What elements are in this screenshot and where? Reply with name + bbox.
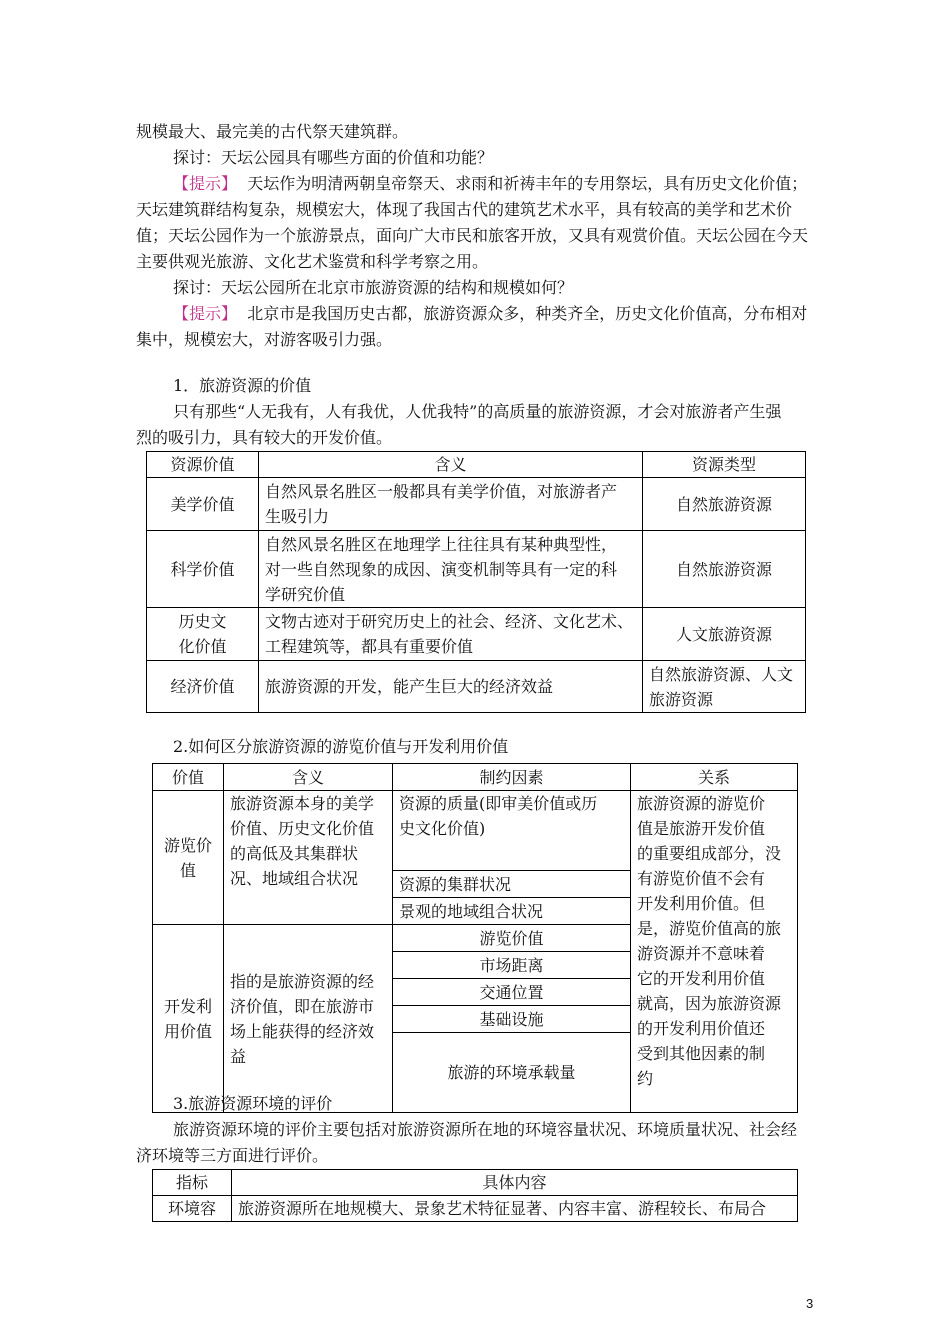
section-heading: 2.如何区分旅游资源的游览价值与开发利用价值 (173, 737, 509, 756)
table-cell: 历史文 化价值 (147, 608, 259, 661)
text-line: 北京市是我国历史古都，旅游资源众多，种类齐全，历史文化价值高，分布相对 (247, 304, 808, 323)
table-header: 价值 (153, 764, 224, 791)
section-heading: 3.旅游资源环境的评价 (173, 1094, 333, 1113)
text-line: 天坛作为明清两朝皇帝祭天、求雨和祈祷丰年的专用祭坛，具有历史文化价值； (247, 174, 808, 193)
table-cell: 自然风景名胜区在地理学上往往具有某种典型性， 对一些自然现象的成因、演变机制等具有一定的科 学研究价值 (259, 531, 643, 608)
table-cell: 旅游资源的开发，能产生巨大的经济效益 (259, 661, 643, 713)
table-cell: 经济价值 (147, 661, 259, 713)
table-cell: 旅游资源所在地规模大、景象艺术特征显著、内容丰富、游程较长、布局合 (232, 1196, 798, 1222)
table-cell: 交通位置 (393, 979, 631, 1006)
table-header: 含义 (259, 452, 643, 478)
table-row (147, 608, 806, 661)
table-header: 资源类型 (643, 452, 806, 478)
table-cell: 美学价值 (147, 478, 259, 531)
text-line: 集中，规模宏大，对游客吸引力强。 (136, 330, 393, 349)
section-heading: 1．旅游资源的价值 (173, 376, 312, 395)
table-cell: 游览价值 (393, 925, 631, 952)
relation-cell: 旅游资源的游览价 值是旅游开发价值 的重要组成部分，没 有游览价值不会有 开发利用价值。但 是，游览价值高的旅 游资源并不意味着 它的开发利用价值 就高，因为旅游资源 的开发利用价值还 受到其他因素的制 约 (631, 791, 798, 1113)
table-cell: 景观的地域组合状况 (393, 898, 631, 925)
table-cell: 人文旅游资源 (643, 608, 806, 661)
text-line: 规模最大、最完美的古代祭天建筑群。 (136, 122, 409, 141)
text-line: 旅游资源环境的评价主要包括对旅游资源所在地的环境容量状况、环境质量状况、社会经 (173, 1120, 798, 1139)
table-cell: 自然旅游资源、人文 旅游资源 (643, 661, 806, 713)
hint-paragraph (173, 171, 853, 197)
table-header: 资源价值 (147, 452, 259, 478)
table-row (153, 1196, 798, 1222)
table-cell: 自然旅游资源 (643, 478, 806, 531)
text-line: 只有那些“人无我有，人有我优，人优我特”的高质量的旅游资源，才会对旅游者产生强 (173, 402, 782, 421)
table-cell: 游览价 值 (153, 791, 224, 925)
table-cell: 资源的质量(即审美价值或历 史文化价值) (393, 791, 631, 871)
table-cell: 文物古迹对于研究历史上的社会、经济、文化艺术、 工程建筑等，都具有重要价值 (259, 608, 643, 661)
table-header: 含义 (224, 764, 393, 791)
table-cell: 环境容 (153, 1196, 232, 1222)
table-cell: 资源的集群状况 (393, 871, 631, 898)
text-line: 主要供观光旅游、文化艺术鉴赏和科学考察之用。 (136, 252, 489, 271)
discussion-question: 探讨：天坛公园所在北京市旅游资源的结构和规模如何？ (173, 278, 574, 297)
table-cell: 自然风景名胜区一般都具有美学价值，对旅游者产 生吸引力 (259, 478, 643, 531)
hint-label: 【提示】 (173, 304, 238, 323)
table-cell: 旅游资源本身的美学 价值、历史文化价值 的高低及其集群状 况、地域组合状况 (224, 791, 393, 925)
table-cell: 科学价值 (147, 531, 259, 608)
hint-label: 【提示】 (173, 174, 238, 193)
table-row (153, 791, 798, 871)
table-row (147, 661, 806, 713)
environment-table (152, 1169, 798, 1222)
text-line: 烈的吸引力，具有较大的开发价值。 (136, 428, 393, 447)
table-row (147, 531, 806, 608)
table-cell: 自然旅游资源 (643, 531, 806, 608)
table-header: 指标 (153, 1170, 232, 1196)
table-cell: 市场距离 (393, 952, 631, 979)
discussion-question: 探讨：天坛公园具有哪些方面的价值和功能？ (173, 148, 494, 167)
text-line: 值；天坛公园作为一个旅游景点，面向广大市民和旅客开放，又具有观赏价值。天坛公园在今天 (136, 226, 809, 245)
text-line: 济环境等三方面进行评价。 (136, 1146, 329, 1165)
text-line: 天坛建筑群结构复杂，规模宏大，体现了我国古代的建筑艺术水平，具有较高的美学和艺术价 (136, 200, 793, 219)
table-header: 具体内容 (232, 1170, 798, 1196)
table-cell: 旅游的环境承载量 (393, 1033, 631, 1113)
value-table (146, 451, 806, 713)
table-row (147, 478, 806, 531)
table-cell: 指的是旅游资源的经 济价值，即在旅游市 场上能获得的经济效 益 (224, 925, 393, 1113)
page-number: 3 (806, 1296, 814, 1311)
table-cell: 基础设施 (393, 1006, 631, 1033)
table-cell: 开发利 用价值 (153, 925, 224, 1113)
table-header: 制约因素 (393, 764, 631, 791)
compare-table (152, 763, 798, 1113)
hint-paragraph (173, 301, 853, 327)
table-header: 关系 (631, 764, 798, 791)
